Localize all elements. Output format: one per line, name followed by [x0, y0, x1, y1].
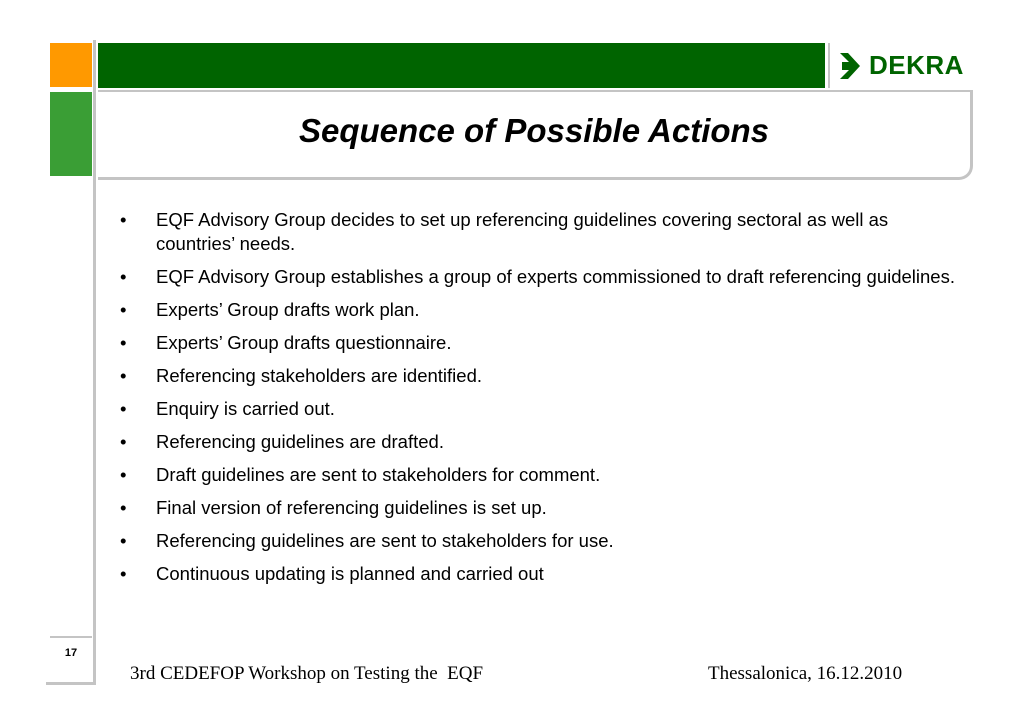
bullet-icon: • — [120, 431, 127, 452]
bullet-icon: • — [120, 266, 127, 287]
page-number: 17 — [64, 647, 78, 659]
orange-accent-square — [50, 43, 92, 87]
green-accent-block — [50, 92, 92, 176]
list-item-text: Referencing guidelines are drafted. — [156, 431, 444, 452]
bullet-list — [118, 208, 968, 586]
bullet-icon: • — [120, 209, 127, 230]
list-item-text: EQF Advisory Group decides to set up referencing guidelines covering sectoral as well as countries’ needs. — [156, 209, 889, 254]
list-item — [118, 331, 968, 355]
list-item-text: Continuous updating is planned and carried out — [156, 563, 544, 584]
list-item-text: Referencing stakeholders are identified. — [156, 365, 482, 386]
list-item-text: Enquiry is carried out. — [156, 398, 335, 419]
bullet-icon: • — [120, 464, 127, 485]
title-area — [98, 90, 973, 180]
bullet-icon: • — [120, 530, 127, 551]
list-item — [118, 208, 968, 256]
list-item — [118, 430, 968, 454]
dekra-arrow-icon — [837, 51, 863, 81]
list-item-text: Experts’ Group drafts work plan. — [156, 299, 420, 320]
dekra-logo — [828, 43, 971, 88]
list-item-text: Experts’ Group drafts questionnaire. — [156, 332, 452, 353]
footer-event-title: 3rd CEDEFOP Workshop on Testing the EQF — [130, 663, 484, 684]
list-item — [118, 463, 968, 487]
list-item-text: Referencing guidelines are sent to stakeholders for use. — [156, 530, 614, 551]
list-item-text: Final version of referencing guidelines is set up. — [156, 497, 547, 518]
list-item — [118, 265, 968, 289]
bullet-icon: • — [120, 563, 127, 584]
list-item — [118, 298, 968, 322]
bullet-icon: • — [120, 332, 127, 353]
list-item — [118, 496, 968, 520]
footer-date-location: Thessalonica, 16.12.2010 — [708, 663, 903, 684]
slide-title: Sequence of Possible Actions — [298, 112, 770, 149]
list-item-text: Draft guidelines are sent to stakeholders for comment. — [156, 464, 601, 485]
list-item — [118, 562, 968, 586]
bullet-icon: • — [120, 497, 127, 518]
list-item — [118, 364, 968, 388]
bullet-icon: • — [120, 299, 127, 320]
bullet-icon: • — [120, 365, 127, 386]
list-item-text: EQF Advisory Group establishes a group of experts commissioned to draft referencing guidelines. — [156, 266, 955, 287]
logo-text: DEKRA — [869, 50, 964, 80]
page-number-box — [50, 636, 92, 668]
list-item — [118, 397, 968, 421]
list-item — [118, 529, 968, 553]
bullet-list-container — [118, 208, 968, 595]
header-bar — [98, 43, 825, 88]
bullet-icon: • — [120, 398, 127, 419]
